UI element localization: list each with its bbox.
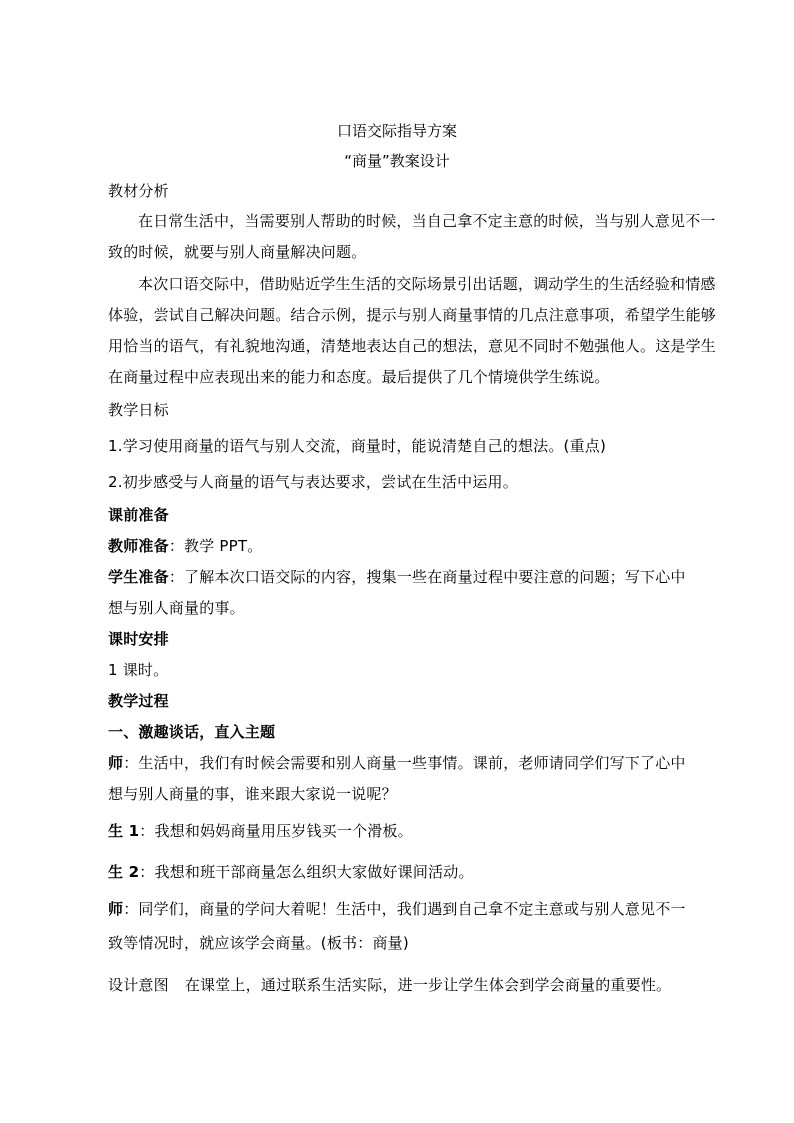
student-prep-text-1: ：了解本次口语交际的内容，搜集一些在商量过程中要注意的问题；写下心中	[168, 568, 686, 586]
analysis-p2-line1: 本次口语交际中，借助贴近学生生活的交际场景引出话题，调动学生的生活经验和情感	[138, 275, 716, 293]
teacher-label-2: 师	[108, 900, 124, 918]
analysis-p2-line4: 在商量过程中应表现出来的能力和态度。最后提供了几个情境供学生练说。	[108, 368, 610, 386]
schedule-text: 1 课时。	[108, 661, 169, 679]
student-line-2	[108, 863, 474, 881]
goal-item-2: 2.初步感受与人商量的语气与表达要求，尝试在生活中运用。	[108, 473, 518, 491]
teacher-prep-label: 教师准备	[108, 537, 169, 555]
goal-item-1: 1.学习使用商量的语气与别人交流，商量时，能说清楚自己的想法。(重点)	[108, 437, 607, 455]
student-prep-label: 学生准备	[108, 568, 169, 586]
design-intent-label: 设计意图	[108, 976, 169, 994]
analysis-p1-line2: 致的时候，就要与别人商量解决问题。	[108, 243, 367, 261]
process-heading: 教学过程	[108, 692, 169, 710]
teacher-line-2a	[108, 900, 686, 918]
student-line-1	[108, 822, 413, 840]
analysis-p2-line3: 用恰当的语气，有礼貌地沟通，清楚地表达自己的想法，意见不同时不勉强他人。这是学生	[108, 337, 717, 355]
document-subtitle: “商量”教案设计	[344, 152, 450, 170]
prep-teacher	[108, 537, 262, 555]
prep-heading: 课前准备	[108, 506, 169, 524]
document-title: 口语交际指导方案	[336, 122, 457, 140]
teacher-line-1b: 想与别人商量的事，谁来跟大家说一说呢？	[108, 785, 397, 803]
teacher-label-1: 师	[108, 754, 124, 772]
analysis-p2-line2: 体验，尝试自己解决问题。结合示例，提示与别人商量事情的几点注意事项，希望学生能够	[108, 306, 717, 324]
student-label-1: 生 1	[108, 822, 140, 840]
student-text-1: ：我想和妈妈商量用压岁钱买一个滑板。	[139, 822, 413, 840]
process-part-1: 一、激趣谈话，直入主题	[108, 723, 276, 741]
teacher-line-1a	[108, 754, 686, 772]
analysis-p1-line1: 在日常生活中，当需要别人帮助的时候，当自己拿不定主意的时候，当与别人意见不一	[138, 212, 716, 230]
teacher-line-2b: 致等情况时，就应该学会商量。(板书：商量)	[108, 934, 409, 952]
design-intent	[108, 976, 671, 994]
student-text-2: ：我想和班干部商量怎么组织大家做好课间活动。	[139, 863, 474, 881]
analysis-heading: 教材分析	[108, 182, 169, 200]
student-label-2: 生 2	[108, 863, 140, 881]
design-intent-text: 在课堂上，通过联系生活实际，进一步让学生体会到学会商量的重要性。	[184, 976, 672, 994]
prep-student-line1	[108, 568, 686, 586]
teacher-text-2a: ：同学们，商量的学问大着呢！生活中，我们遇到自己拿不定主意或与别人意见不一	[123, 900, 686, 918]
teacher-text-1a: ：生活中，我们有时候会需要和别人商量一些事情。课前，老师请同学们写下了心中	[123, 754, 686, 772]
teacher-prep-text: ：教学 PPT。	[168, 537, 263, 555]
schedule-heading: 课时安排	[108, 630, 169, 648]
goals-heading: 教学日标	[108, 401, 169, 419]
prep-student-line2: 想与别人商量的事。	[108, 599, 245, 617]
